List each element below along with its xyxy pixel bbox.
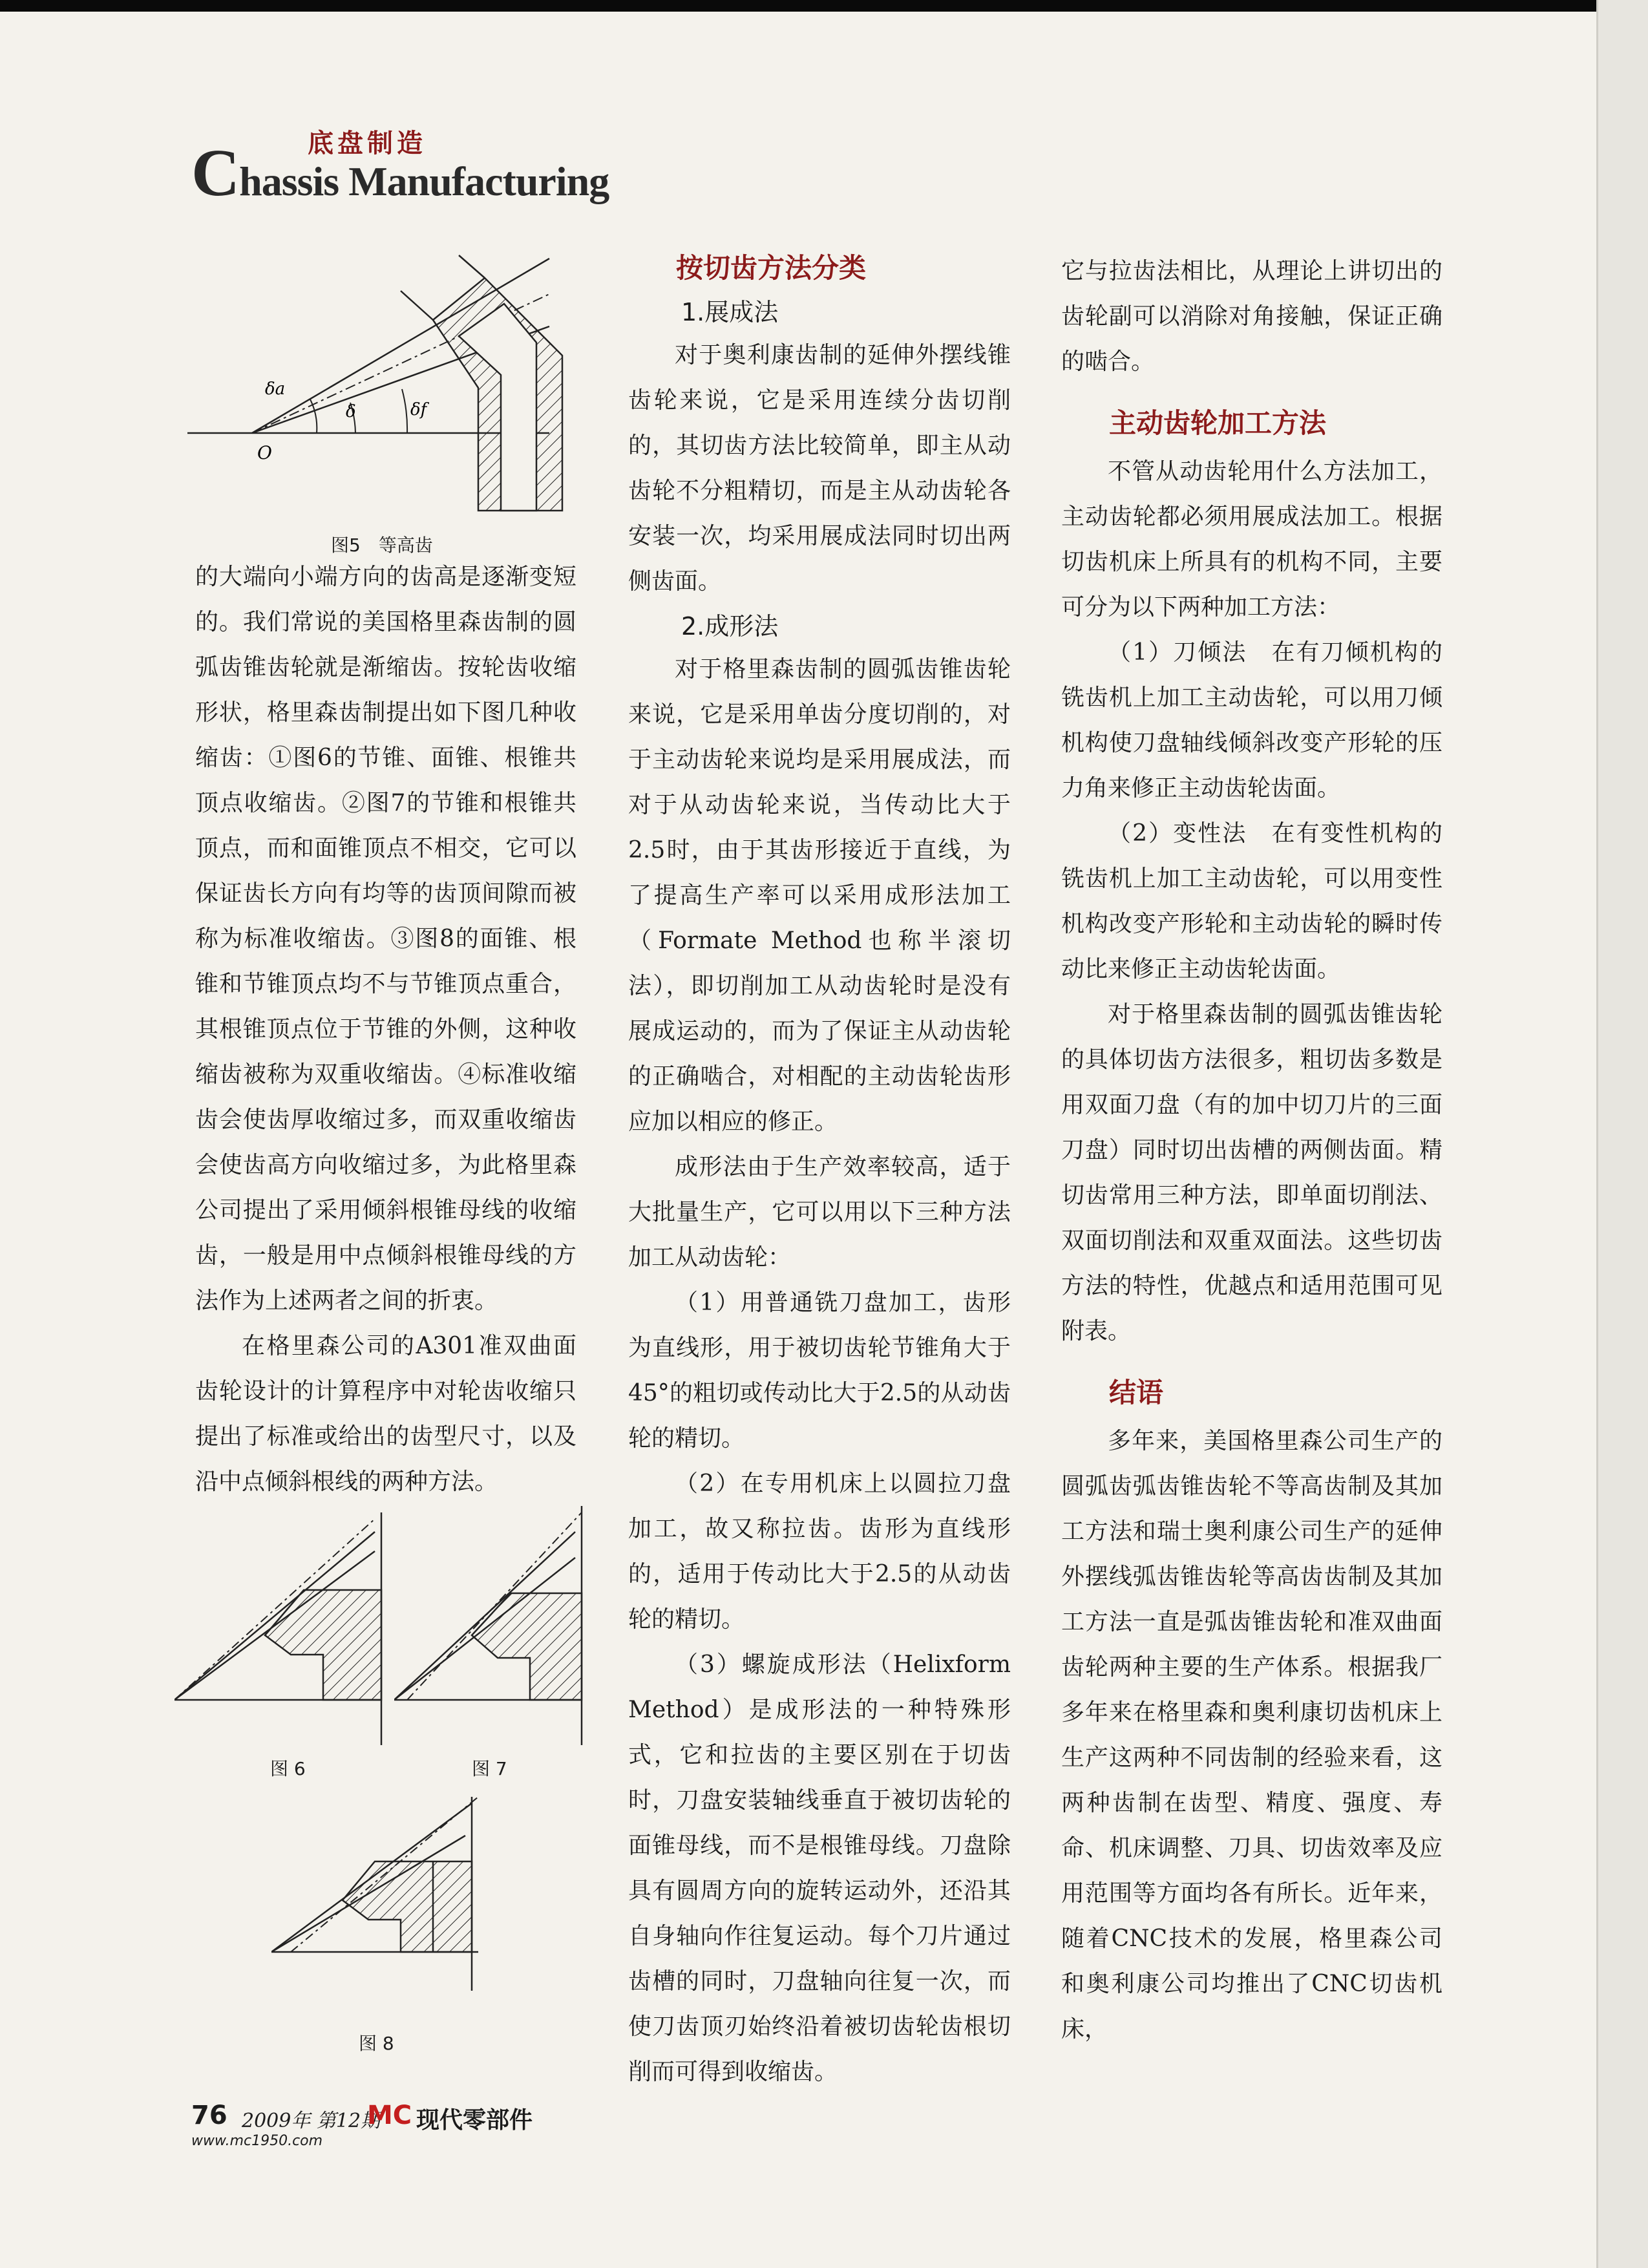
figure-7-diagram [394,1506,588,1745]
mc-logo: MC [367,2101,412,2130]
section-title-initial: C [191,136,240,210]
middle-paragraph-2: 对于格里森齿制的圆弧齿锥齿轮来说，它是采用单齿分度切削的，对于主动齿轮来说均是采用展成法，而对于从动齿轮来说，当传动比大于2.5时，由于其齿形接近于直线，为了提高生产率可以采用成形法加工（Formate Method也称半滚切法），即切削加工从动齿轮时是没有展成运动的，而为了保证主从动齿轮的正确啮合，对相配的主动齿轮齿形应加以相应的修正。 [628,656,1011,1135]
page-footer [191,2101,644,2159]
middle-paragraph-3: 成形法由于生产效率较高，适于大批量生产，它可以用以下三种方法加工从动齿轮： [628,1154,1011,1271]
label-origin: O [257,442,272,463]
label-delta: δ [346,402,356,421]
figure-7-caption: 图 7 [472,1758,507,1779]
middle-paragraph-4: （1）用普通铣刀盘加工，齿形为直线形，用于被切齿轮节锥角大于45°的粗切或传动比大于2.5的从动齿轮的精切。 [628,1289,1011,1452]
heading-conclusion: 结语 [1109,1377,1164,1408]
subheading-generating: 1.展成法 [681,298,779,326]
left-paragraph-2: 在格里森公司的A301准双曲面齿轮设计的计算程序中对轮齿收缩只提出了标准或给出的齿型尺寸，以及沿中点倾斜根线的两种方法。 [195,1333,576,1495]
magazine-name: 现代零部件 [416,2107,533,2134]
right-paragraph-4: 对于格里森齿制的圆弧齿锥齿轮的具体切齿方法很多，粗切齿多数是用双面刀盘（有的加中切刀片的三面刀盘）同时切出齿槽的两侧齿面。精切齿常用三种方法，即单面切削法、双面切削法和双重双面法。这些切齿方法的特性，优越点和适用范围可见附表。 [1061,1001,1442,1344]
middle-paragraph-6: （3）螺旋成形法（Helixform Method）是成形法的一种特殊形式，它和拉齿的主要区别在于切齿时，刀盘安装轴线垂直于被切齿轮的面锥母线，而不是根锥母线。刀盘除具有圆周方向的旋转运动外，还沿其自身轴向作往复运动。每个刀片通过齿槽的同时，刀盘轴向往复一次，而使刀齿顶刃始终沿着被切齿轮齿根切削而可得到收缩齿。 [628,1651,1011,2085]
left-paragraph-1: 的大端向小端方向的齿高是逐渐变短的。我们常说的美国格里森齿制的圆弧齿锥齿轮就是渐缩齿。按轮齿收缩形状，格里森齿制提出如下图几种收缩齿：①图6的节锥、面锥、根锥共顶点收缩齿。②图7的节锥和根锥共顶点，而和面锥顶点不相交，它可以保证齿长方向有均等的齿顶间隙而被称为标准收缩齿。③图8的面锥、根锥和节锥顶点均不与节锥顶点重合，其根锥顶点位于节锥的外侧，这种收缩齿被称为双重收缩齿。④标准收缩齿会使齿厚收缩过多，而双重收缩齿会使齿高方向收缩过多，为此格里森公司提出了采用倾斜根锥母线的收缩齿，一般是用中点倾斜根锥母线的方法作为上述两者之间的折衷。 [195,564,576,1314]
issue-label: 2009年 第12期 [242,2110,381,2132]
page-edge-strip [1596,0,1648,2268]
section-title-cn: 底盘制造 [308,129,427,158]
middle-paragraph-1: 对于奥利康齿制的延伸外摆线锥齿轮来说，它是采用连续分齿切削的，其切齿方法比较简单，即主从动齿轮不分粗精切，而是主从动齿轮各安装一次，均采用展成法同时切出两侧齿面。 [628,342,1011,595]
figure-6-caption: 图 6 [270,1758,306,1779]
label-delta-a: δa [265,379,286,399]
figure-8-diagram [271,1797,491,1991]
figure-8-caption: 图 8 [359,2033,394,2054]
figure-5-diagram [187,246,588,530]
right-paragraph-0: 它与拉齿法相比，从理论上讲切出的齿轮副可以消除对角接触，保证正确的啮合。 [1061,258,1442,375]
middle-paragraph-5: （2）在专用机床上以圆拉刀盘加工，故又称拉齿。齿形为直线形的，适用于传动比大于2.5的从动齿轮的精切。 [628,1470,1011,1633]
right-paragraph-2: （1）刀倾法 在有刀倾机构的铣齿机上加工主动齿轮，可以用刀倾机构使刀盘轴线倾斜改变产形轮的压力角来修正主动齿轮齿面。 [1061,639,1442,801]
middle-column [628,249,1011,2095]
section-header [191,123,609,210]
scan-top-edge [0,0,1648,12]
right-paragraph-3: （2）变性法 在有变性机构的铣齿机上加工主动齿轮，可以用变性机构改变产形轮和主动齿轮的瞬时传动比来修正主动齿轮齿面。 [1061,820,1442,982]
figure-5-caption: 图5 等高齿 [331,535,433,556]
page-number: 76 [191,2101,227,2130]
figure-6-diagram [174,1512,388,1745]
subheading-forming: 2.成形法 [681,612,779,641]
label-delta-f: δf [410,400,427,419]
magazine-url[interactable]: www.mc1950.com [191,2133,323,2149]
right-paragraph-5: 多年来，美国格里森公司生产的圆弧齿弧齿锥齿轮不等高齿制及其加工方法和瑞士奥利康公司生产的延伸外摆线弧齿锥齿轮等高齿齿制及其加工方法一直是弧齿锥齿轮和准双曲面齿轮两种主要的生产体系。根据我厂多年来在格里森和奥利康切齿机床上生产这两种不同齿制的经验来看，这两种齿制在齿型、精度、强度、寿命、机床调整、刀具、切齿效率及应用范围等方面均各有所长。近年来，随着CNC技术的发展，格里森公司和奥利康公司均推出了CNC切齿机床， [1061,1428,1442,2042]
section-title-rest: hassis Manufacturing [239,158,609,204]
right-column [1061,249,1442,2052]
right-paragraph-1: 不管从动齿轮用什么方法加工，主动齿轮都必须用展成法加工。根据切齿机床上所具有的机构不同，主要可分为以下两种加工方法： [1061,458,1442,620]
heading-pinion-methods: 主动齿轮加工方法 [1109,407,1327,439]
left-column [195,555,576,1505]
heading-cutting-methods: 按切齿方法分类 [676,252,867,284]
